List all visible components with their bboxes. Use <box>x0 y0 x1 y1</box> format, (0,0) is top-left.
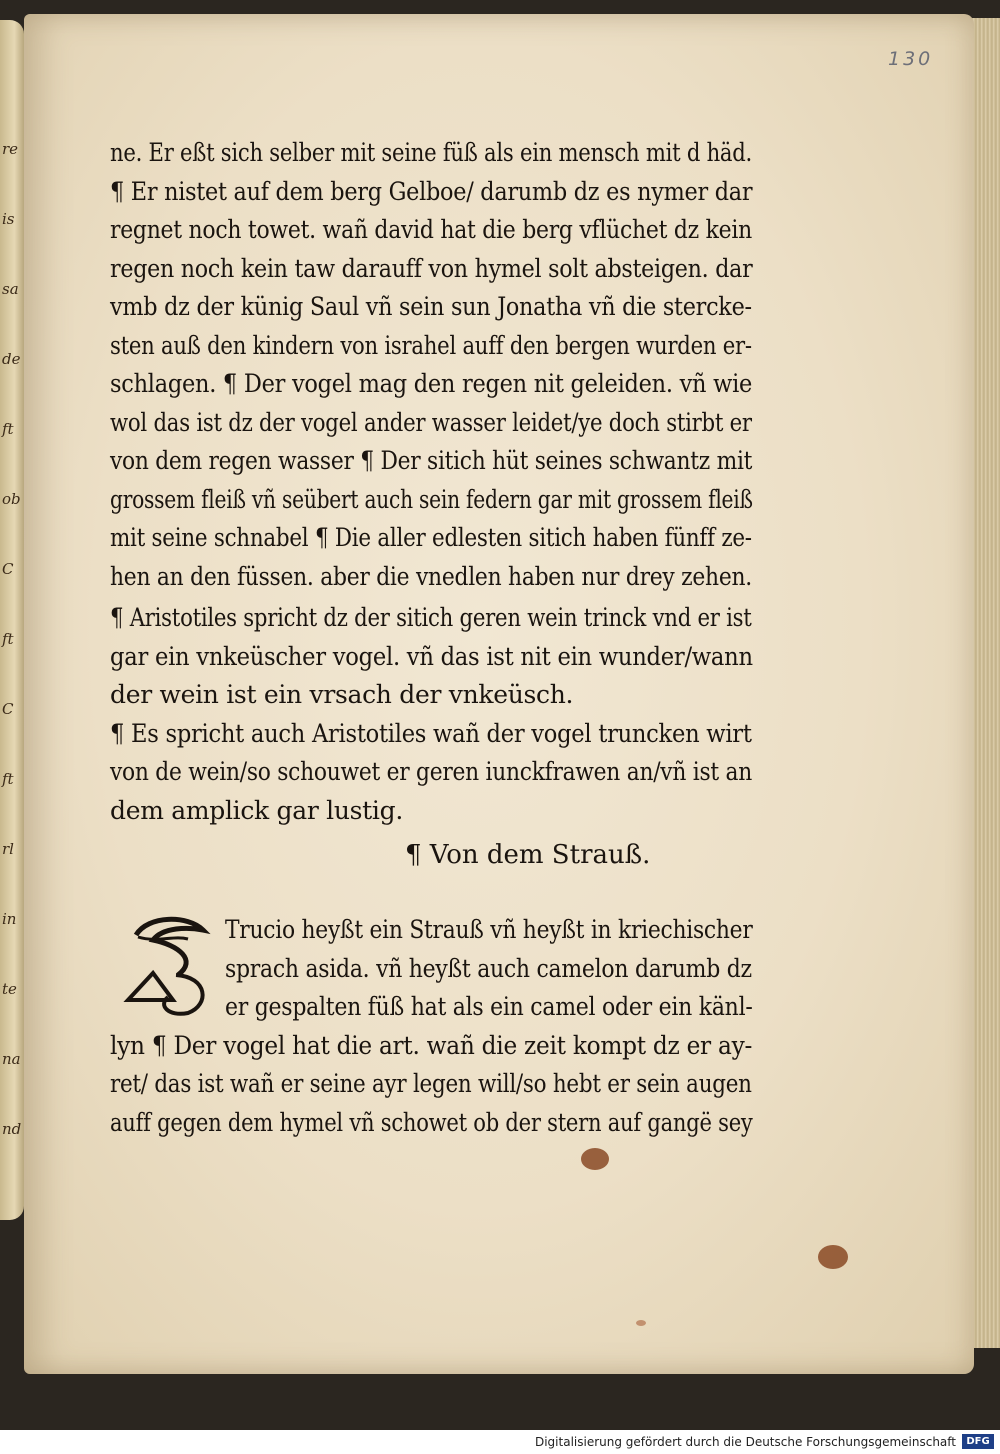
text-line: vmb dz der künig Saul vñ sein sun Jonatha vñ die sterckе- <box>110 292 752 321</box>
text-line: lyn ¶ Der vogel hat die art. wañ die zeit kompt dz er ay- <box>110 1030 753 1060</box>
text-line: er gespalten füß hat als ein camel oder ein känl- <box>225 992 753 1021</box>
text-line: regnet noch towet. wañ david hat die berg vflüchet dz kein <box>110 215 752 244</box>
margin-fragment: in <box>2 910 17 928</box>
previous-page-edge <box>0 20 24 1220</box>
text-line: mit seine schnabel ¶ Die aller edlesten sitich haben fünff ze- <box>110 523 752 552</box>
text-line: ¶ Aristotiles spricht dz der sitich geren wein trinck vnd er ist <box>110 603 752 632</box>
margin-fragment: ob <box>2 490 21 508</box>
folio-number: 130 <box>888 48 934 70</box>
text-line: wol das ist dz der vogel ander wasser leidet/ye doch stirbt er <box>110 407 752 437</box>
margin-fragment: C <box>2 560 14 578</box>
text-line: von de wein/so schouwet er geren iunckfrawen an/vñ ist an <box>110 757 753 786</box>
margin-fragment: sa <box>2 280 19 298</box>
margin-fragment: is <box>2 210 15 228</box>
margin-fragment: de <box>2 350 21 368</box>
ink-stain <box>636 1320 646 1326</box>
funding-notice: Digitalisierung gefördert durch die Deutsche Forschungsgemeinschaft <box>534 1435 956 1449</box>
text-line: hen an den füssen. aber die vnedlen haben nur drey zehen. <box>110 561 752 591</box>
margin-fragment: re <box>2 140 19 158</box>
text-line: Trucio heyßt ein Strauß vñ heyßt in kriechischer <box>225 915 753 944</box>
text-line: auff gegen dem hymel vñ schowet ob der stern auf gangё sey <box>110 1107 753 1137</box>
ink-stain <box>818 1245 848 1269</box>
text-line: von dem regen wasser ¶ Der sitich hüt seines schwantz mit <box>110 446 753 475</box>
text-line: ne. Er eßt sich selber mit seine füß als ein mensch mit d häd. <box>110 138 753 167</box>
section-heading: ¶ Von dem Strauß. <box>405 840 651 870</box>
text-line: ret/ das ist wañ er seine ayr legen will/so hebt er sein augen <box>110 1069 752 1098</box>
text-line: schlagen. ¶ Der vogel mag den regen nit geleiden. vñ wie <box>110 369 753 398</box>
text-line: sprach asida. vñ heyßt auch camelon darumb dz <box>225 953 752 983</box>
text-line: sten auß den kindern von israhel auff den bergen wurden er- <box>110 330 752 360</box>
decorated-initial-s-icon <box>118 905 218 1025</box>
footer-bar <box>0 1430 1000 1454</box>
margin-fragment: rl <box>2 840 14 858</box>
margin-fragment: C <box>2 700 14 718</box>
margin-fragment: nd <box>2 1120 22 1138</box>
text-line: ¶ Es spricht auch Aristotiles wañ der vogel truncken wirt <box>110 718 752 748</box>
margin-fragment: ft <box>2 420 14 438</box>
margin-fragment: ft <box>2 770 14 788</box>
text-line: grossem fleiß vñ seübert auch sein federn gar mit grossem fleiß <box>110 484 753 514</box>
text-line: der wein ist ein vrsach der vnkeüsch. <box>110 680 574 709</box>
text-line: ¶ Er nistet auf dem berg Gelboe/ darumb dz es nymer dar <box>110 176 753 206</box>
text-line: regen noch kein taw darauff von hymel solt absteigen. dar <box>110 253 753 283</box>
ink-stain <box>581 1148 609 1170</box>
text-line: dem amplick gar lustig. <box>110 795 403 825</box>
margin-fragment: ft <box>2 630 14 648</box>
text-line: gar ein vnkeüscher vogel. vñ das ist nit ein wunder/wann <box>110 641 753 671</box>
margin-fragment: na <box>2 1050 21 1068</box>
dfg-logo: DFG <box>962 1434 994 1449</box>
margin-fragment: te <box>2 980 17 998</box>
